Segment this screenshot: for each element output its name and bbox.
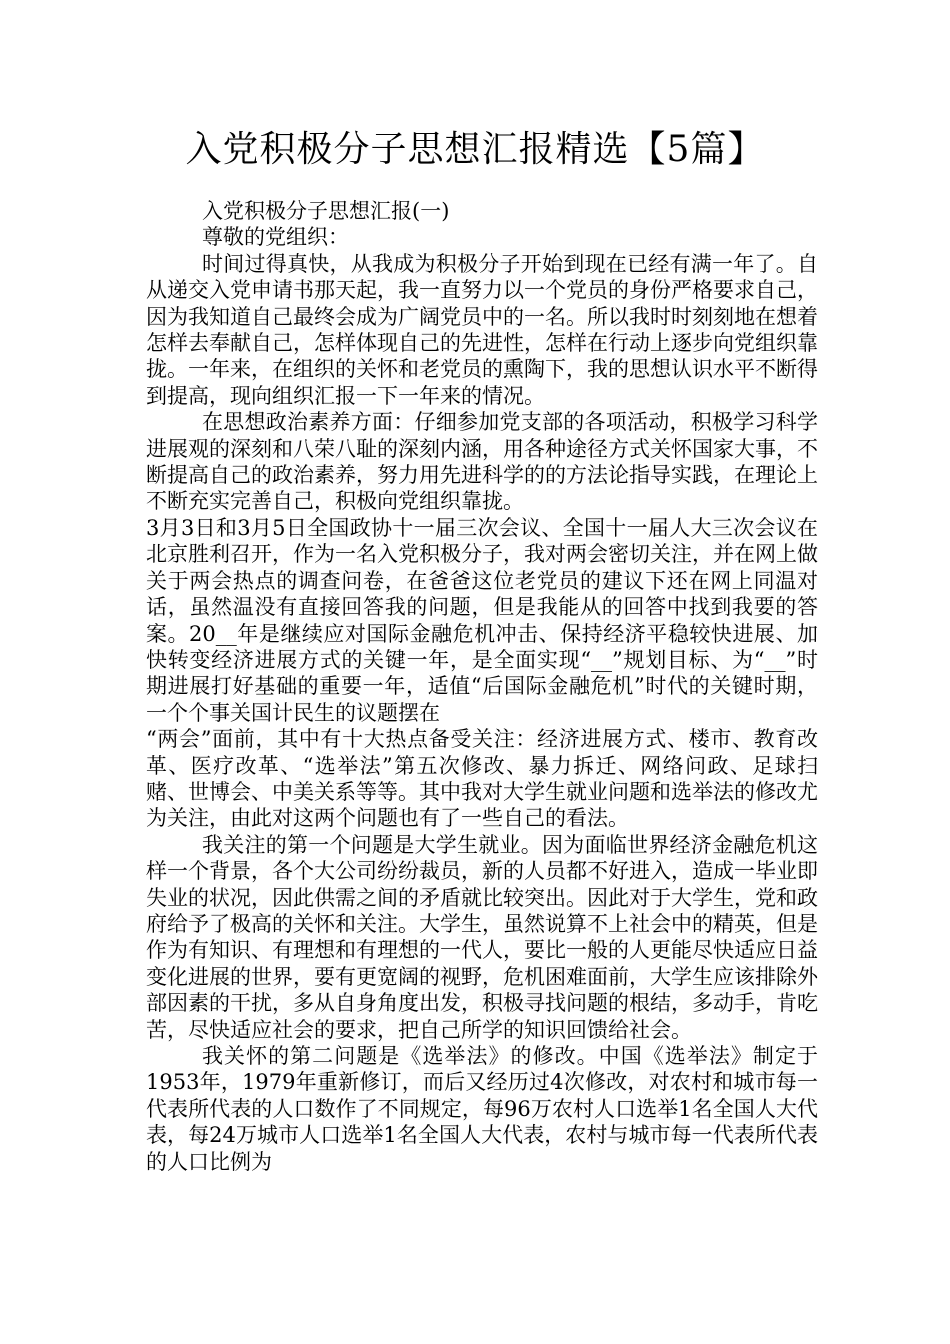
paragraph-6: 我关怀的第二问题是《选举法》的修改。中国《选举法》制定于1953年，1979年重新修订，而后又经历过4次修改，对农村和城市每一代表所代表的人口数作了不同规定，每96万农村人口选举1名全国人大代表，每24万城市人口选举1名全国人大代表，农村与城市每一代表所代表的人口比例为 bbox=[146, 1044, 818, 1174]
salutation: 尊敬的党组织： bbox=[202, 225, 349, 250]
document-title: 入党积极分子思想汇报精选【5篇】 bbox=[185, 129, 765, 170]
paragraph-4: “两会”面前，其中有十大热点备受关注：经济进展方式、楼市、教育改革、医疗改革、“选举法”第五次修改、暴力拆迁、网络问政、足球扫赌、世博会、中美关系等等。其中我对大学生就业问题和选举法的修改尤为关注，由此对这两个问题也有了一些自己的看法。 bbox=[146, 727, 818, 831]
paragraph-2: 在思想政治素养方面：仔细参加党支部的各项活动，积极学习科学进展观的深刻和八荣八耻的深刻内涵，用各种途径方式关怀国家大事，不断提高自己的政治素养，努力用先进科学的的方法论指导实践，在理论上不断充实完善自己，积极向党组织靠拢。 bbox=[146, 410, 818, 514]
document-body bbox=[146, 198, 818, 1175]
paragraph-3: 3月3日和3月5日全国政协十一届三次会议、全国十一届人大三次会议在北京胜利召开，作为一名入党积极分子，我对两会密切关注，并在网上做关于两会热点的调查问卷，在爸爸这位老党员的建议下还在网上同温对话，虽然温没有直接回答我的问题，但是我能从的回答中找到我要的答案。20__年是继续应对国际金融危机冲击、保持经济平稳较快进展、加快转变经济进展方式的关键一年，是全面实现“__”规划目标、为“__”时期进展打好基础的重要一年，适值“后国际金融危机”时代的关键时期，一个个事关国计民生的议题摆在 bbox=[146, 515, 818, 725]
paragraph-1: 时间过得真快，从我成为积极分子开始到现在已经有满一年了。自从递交入党申请书那天起，我一直努力以一个党员的身份严格要求自己，因为我知道自己最终会成为广阔党员中的一名。所以我时时刻刻地在想着怎样去奉献自己，怎样体现自己的先进性，怎样在行动上逐步向党组织靠拢。一年来，在组织的关怀和老党员的熏陶下，我的思想认识水平不断得到提高，现向组织汇报一下一年来的情况。 bbox=[146, 251, 818, 408]
section-subtitle: 入党积极分子思想汇报(一) bbox=[202, 199, 450, 223]
paragraph-5: 我关注的第一个问题是大学生就业。因为面临世界经济金融危机这样一个背景，各个大公司纷纷裁员，新的人员都不好进入，造成一毕业即失业的状况，因此供需之间的矛盾就比较突出。因此对于大学生，党和政府给予了极高的关怀和关注。大学生，虽然说算不上社会中的精英，但是作为有知识、有理想和有理想的一代人，要比一般的人更能尽快适应日益变化进展的世界，要有更宽阔的视野，危机困难面前，大学生应该排除外部因素的干扰，多从自身角度出发，积极寻找问题的根结，多动手，肯吃苦，尽快适应社会的要求，把自己所学的知识回馈给社会。 bbox=[146, 832, 818, 1042]
